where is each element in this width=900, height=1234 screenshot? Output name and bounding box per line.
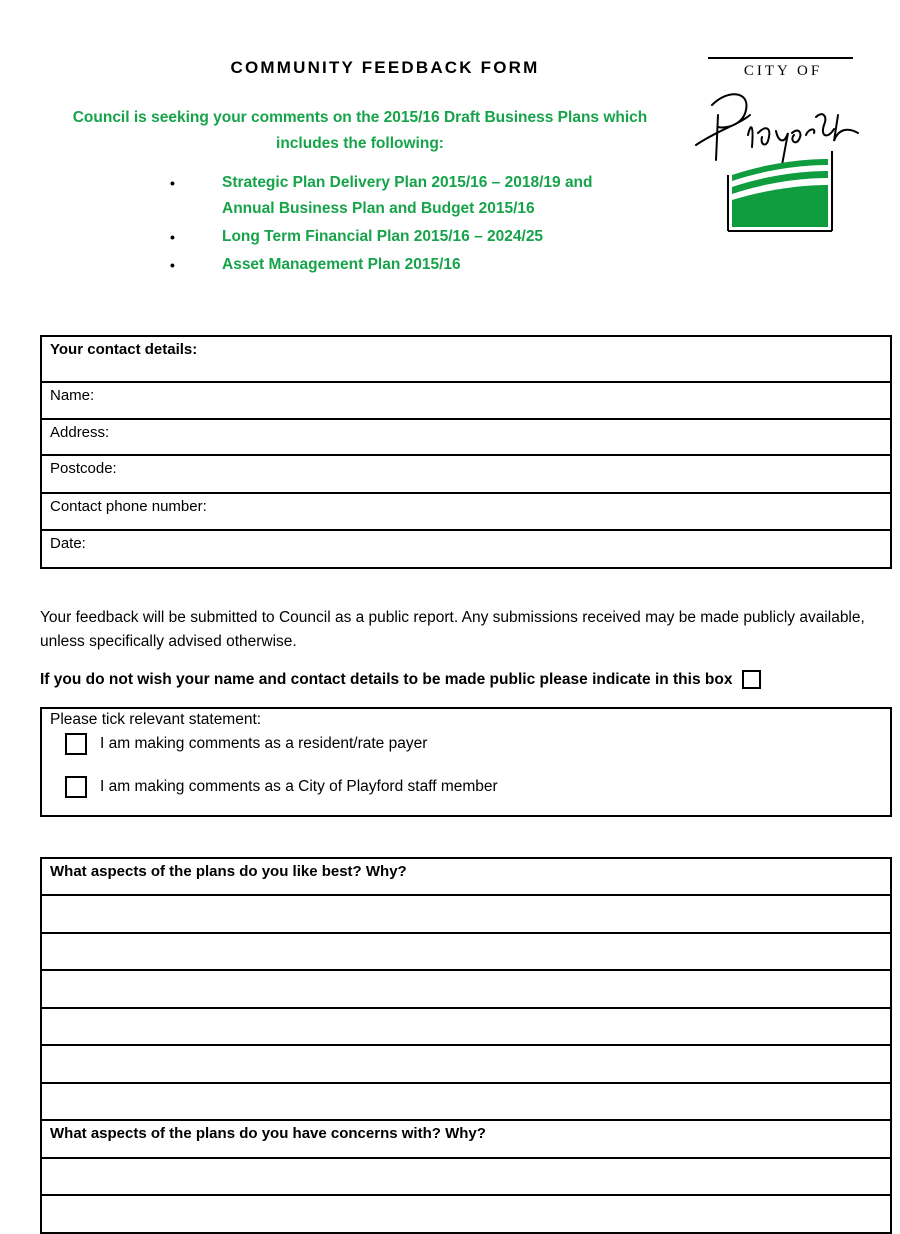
resident-checkbox[interactable] bbox=[65, 733, 87, 755]
table-row[interactable] bbox=[41, 530, 891, 568]
answer-cell[interactable] bbox=[41, 895, 891, 933]
intro-line-2: includes the following: bbox=[276, 135, 444, 152]
answer-cell[interactable] bbox=[41, 1195, 891, 1233]
table-row bbox=[41, 858, 891, 895]
contact-details-table bbox=[40, 335, 892, 569]
table-row[interactable] bbox=[41, 382, 891, 419]
staff-option[interactable] bbox=[65, 776, 498, 798]
answer-cell[interactable] bbox=[41, 970, 891, 1008]
staff-option-label: I am making comments as a City of Playford staff member bbox=[100, 778, 498, 795]
answer-line[interactable] bbox=[41, 1008, 891, 1045]
city-of-playford-logo bbox=[688, 55, 863, 235]
answer-line[interactable] bbox=[41, 1195, 891, 1233]
answer-cell[interactable] bbox=[41, 1083, 891, 1120]
resident-option[interactable] bbox=[65, 733, 427, 755]
logo-city-of-text: CITY OF bbox=[743, 63, 823, 79]
public-consent-label: If you do not wish your name and contact details to be made public please indicate in this box bbox=[40, 670, 733, 688]
answer-line[interactable] bbox=[41, 1083, 891, 1120]
plan-list bbox=[170, 170, 650, 280]
bullet-icon: • bbox=[170, 229, 175, 245]
answer-line[interactable] bbox=[41, 1045, 891, 1083]
name-field[interactable]: Name: bbox=[41, 382, 891, 419]
address-field[interactable]: Address: bbox=[41, 419, 891, 455]
public-consent-row bbox=[40, 670, 761, 689]
table-row bbox=[41, 1120, 891, 1158]
answer-cell[interactable] bbox=[41, 933, 891, 970]
statement-label: Please tick relevant statement: bbox=[50, 711, 262, 728]
plan-list-item bbox=[170, 170, 650, 222]
bullet-icon: • bbox=[170, 175, 175, 191]
table-row[interactable] bbox=[41, 419, 891, 455]
intro-line-1: Council is seeking your comments on the 2015/16 Draft Business Plans which bbox=[72, 109, 648, 126]
public-consent-checkbox[interactable] bbox=[742, 670, 761, 689]
bullet-icon: • bbox=[170, 257, 175, 273]
resident-option-label: I am making comments as a resident/rate payer bbox=[100, 735, 428, 752]
question-concerns: What aspects of the plans do you have concerns with? Why? bbox=[41, 1120, 891, 1158]
table-row[interactable] bbox=[41, 493, 891, 530]
intro-text bbox=[40, 105, 680, 157]
answer-line[interactable] bbox=[41, 970, 891, 1008]
plan-item-line: Long Term Financial Plan 2015/16 – 2024/25 bbox=[222, 228, 544, 245]
privacy-notice: Your feedback will be submitted to Council as a public report. Any submissions received may be made publicly available, unless specifically advised otherwise. bbox=[40, 609, 865, 650]
answer-line[interactable] bbox=[41, 895, 891, 933]
phone-field[interactable]: Contact phone number: bbox=[41, 493, 891, 530]
plan-list-item bbox=[170, 224, 650, 250]
answer-line[interactable] bbox=[41, 1158, 891, 1195]
date-field[interactable]: Date: bbox=[41, 530, 891, 568]
plan-item-line: Annual Business Plan and Budget 2015/16 bbox=[222, 200, 535, 217]
questions-table bbox=[40, 857, 892, 1234]
table-row[interactable] bbox=[41, 455, 891, 493]
table-row bbox=[41, 336, 891, 382]
question-like-best: What aspects of the plans do you like best? Why? bbox=[41, 858, 891, 895]
staff-checkbox[interactable] bbox=[65, 776, 87, 798]
plan-item-line: Strategic Plan Delivery Plan 2015/16 – 2018/19 and bbox=[222, 174, 593, 191]
postcode-field[interactable]: Postcode: bbox=[41, 455, 891, 493]
answer-line[interactable] bbox=[41, 933, 891, 970]
plan-list-item bbox=[170, 252, 650, 278]
answer-cell[interactable] bbox=[41, 1008, 891, 1045]
answer-cell[interactable] bbox=[41, 1158, 891, 1195]
plan-item-line: Asset Management Plan 2015/16 bbox=[222, 256, 461, 273]
contact-heading: Your contact details: bbox=[41, 336, 891, 382]
answer-cell[interactable] bbox=[41, 1045, 891, 1083]
statement-box bbox=[40, 707, 892, 817]
form-title: COMMUNITY FEEDBACK FORM bbox=[230, 58, 540, 77]
logo-graphic bbox=[688, 55, 863, 235]
